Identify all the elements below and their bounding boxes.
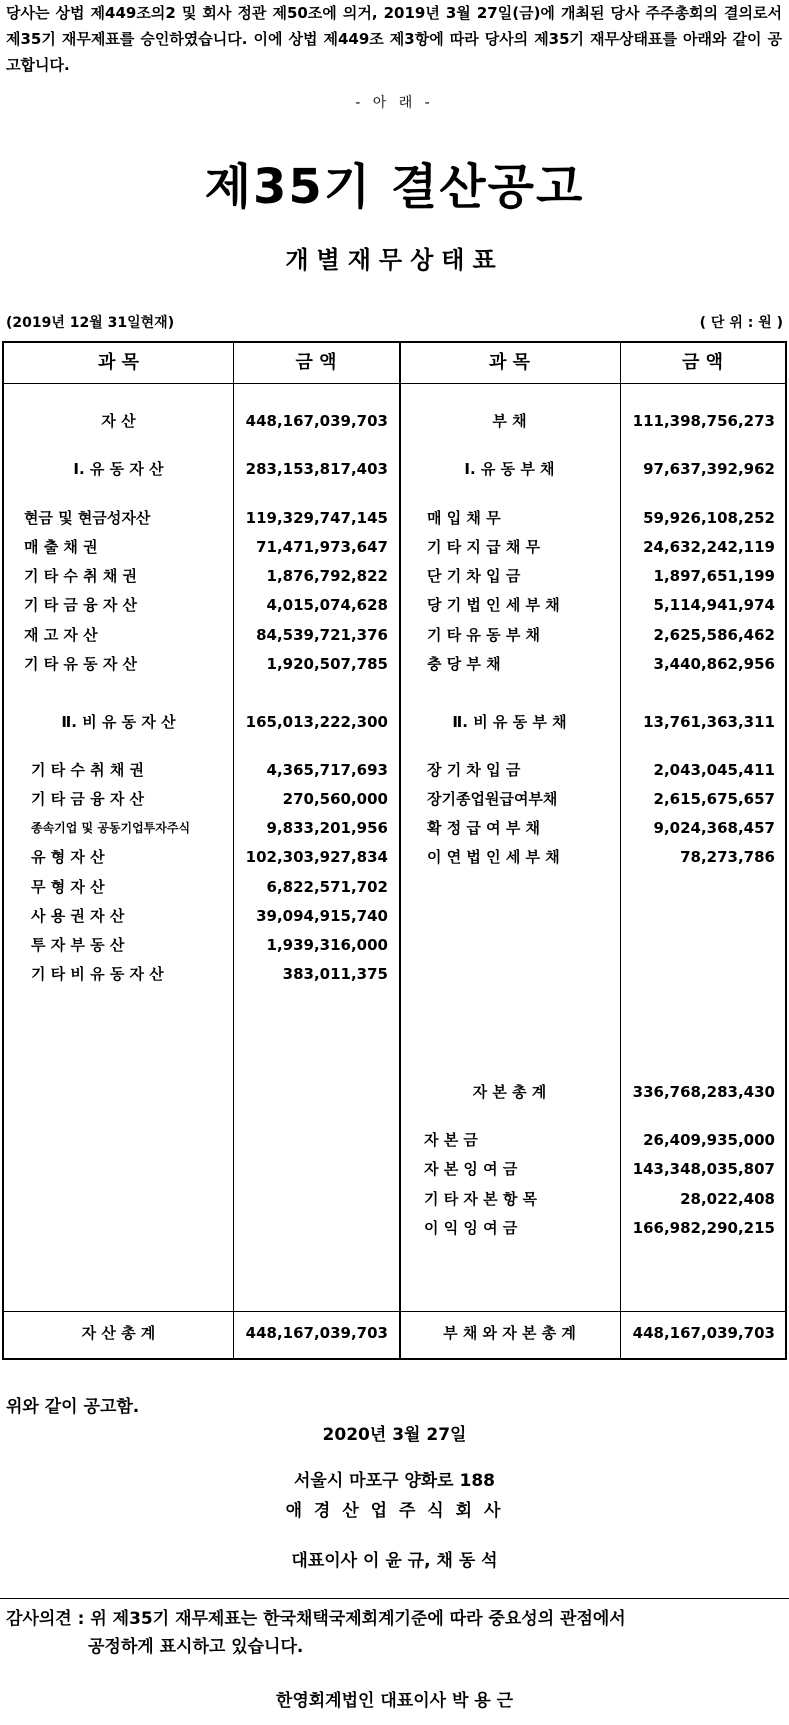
asset-item-value: 71,471,973,647 — [256, 538, 388, 556]
asset-item-value: 4,015,074,628 — [266, 596, 388, 614]
center-divider — [399, 343, 401, 1358]
total-rule — [4, 1311, 785, 1312]
asset-item-value: 102,303,927,834 — [245, 848, 388, 866]
ceo-names: 대표이사 이 윤 규, 채 동 석 — [291, 1551, 498, 1571]
liability-item-value: 59,926,108,252 — [643, 509, 775, 527]
liability-item-label: 기 타 유 동 부 채 — [427, 626, 541, 644]
liability-item-label: 확 정 급 여 부 채 — [427, 819, 541, 837]
statement-subtitle: 개별재무상태표 — [285, 246, 504, 274]
closing-statement: 위와 같이 공고함. — [6, 1397, 140, 1417]
asset-item-value: 119,329,747,145 — [245, 509, 388, 527]
liability-item-value: 2,625,586,462 — [653, 626, 775, 644]
asset-item-value: 84,539,721,376 — [256, 626, 388, 644]
header-amount-right: 금 액 — [681, 352, 724, 373]
liability-item-value: 5,114,941,974 — [653, 596, 775, 614]
equity-item-label: 자 본 잉 여 금 — [424, 1160, 518, 1178]
liability-item-label: 기 타 지 급 채 무 — [427, 538, 541, 556]
noncurrent-assets-label: Ⅱ. 비 유 동 자 산 — [61, 713, 176, 731]
equity-item-value: 166,982,290,215 — [632, 1219, 775, 1237]
equity-item-value: 28,022,408 — [680, 1190, 775, 1208]
assets-total-value: 448,167,039,703 — [245, 412, 388, 430]
asset-item-label: 무 형 자 산 — [31, 878, 105, 896]
asset-item-label: 투 자 부 동 산 — [31, 936, 125, 954]
asset-item-label: 기 타 수 취 채 권 — [24, 567, 138, 585]
equity-total-value: 336,768,283,430 — [632, 1083, 775, 1101]
liabilities-total-value: 111,398,756,273 — [632, 412, 775, 430]
as-of-date: (2019년 12월 31일현재) — [6, 315, 175, 331]
equity-item-value: 26,409,935,000 — [643, 1131, 775, 1149]
liability-item-label: 충 당 부 채 — [427, 655, 501, 673]
asset-item-label: 유 형 자 산 — [31, 848, 105, 866]
notice-date: 2020년 3월 27일 — [322, 1425, 467, 1445]
asset-item-value: 6,822,571,702 — [266, 878, 388, 896]
audit-opinion-line2: 공정하게 표시하고 있습니다. — [88, 1637, 304, 1657]
auditor-signature: 한영회계법인 대표이사 박 용 근 — [275, 1691, 514, 1711]
asset-item-value: 1,939,316,000 — [266, 936, 388, 954]
divider-note: - 아 래 - — [355, 95, 434, 111]
liabilities-total-label: 부 채 — [492, 412, 527, 430]
liability-item-value: 3,440,862,956 — [653, 655, 775, 673]
assets-grand-total-value: 448,167,039,703 — [245, 1324, 388, 1342]
equity-item-value: 143,348,035,807 — [632, 1160, 775, 1178]
asset-item-value: 1,876,792,822 — [266, 567, 388, 585]
current-liabilities-label: Ⅰ. 유 동 부 채 — [464, 460, 555, 478]
liability-item-label: 장기종업원급여부채 — [427, 790, 558, 808]
equity-total-label: 자 본 총 계 — [472, 1083, 547, 1101]
company-address: 서울시 마포구 양화로 188 — [293, 1471, 496, 1491]
header-rule — [4, 383, 785, 384]
liability-item-value: 1,897,651,199 — [653, 567, 775, 585]
header-amount-left: 금 액 — [295, 352, 337, 373]
assets-grand-total-label: 자 산 총 계 — [81, 1324, 156, 1342]
asset-item-label: 기 타 금 융 자 산 — [24, 596, 138, 614]
noncurrent-liabilities-label: Ⅱ. 비 유 동 부 채 — [452, 713, 567, 731]
asset-item-label: 기 타 수 취 채 권 — [31, 761, 145, 779]
noncurrent-assets-value: 165,013,222,300 — [245, 713, 388, 731]
asset-item-label: 기 타 비 유 동 자 산 — [31, 965, 164, 983]
audit-opinion-line1: 감사의견 : 위 제35기 재무제표는 한국채택국제회계기준에 따라 중요성의 관점에서 — [6, 1609, 626, 1629]
liability-item-value: 24,632,242,119 — [643, 538, 775, 556]
liability-item-label: 당 기 법 인 세 부 채 — [427, 596, 560, 614]
liability-item-value: 2,043,045,411 — [653, 761, 775, 779]
company-name: 애 경 산 업 주 식 회 사 — [285, 1501, 504, 1521]
asset-item-label: 재 고 자 산 — [24, 626, 98, 644]
asset-item-value: 4,365,717,693 — [266, 761, 388, 779]
asset-item-label: 사 용 권 자 산 — [31, 907, 125, 925]
asset-item-label: 기 타 금 융 자 산 — [31, 790, 145, 808]
balance-sheet-table — [2, 341, 787, 1360]
equity-item-label: 기 타 자 본 항 목 — [424, 1190, 538, 1208]
liability-item-label: 단 기 차 입 금 — [427, 567, 521, 585]
liabilities-equity-grand-total-value: 448,167,039,703 — [632, 1324, 775, 1342]
liability-item-label: 매 입 채 무 — [427, 509, 501, 527]
header-item-left: 과 목 — [97, 352, 140, 373]
unit-label: ( 단 위 : 원 ) — [699, 315, 783, 331]
assets-total-label: 자 산 — [101, 412, 136, 430]
noncurrent-liabilities-value: 13,761,363,311 — [643, 713, 775, 731]
asset-item-value: 270,560,000 — [282, 790, 388, 808]
liabilities-equity-grand-total-label: 부 채 와 자 본 총 계 — [443, 1324, 576, 1342]
current-liabilities-value: 97,637,392,962 — [643, 460, 775, 478]
liability-item-label: 장 기 차 입 금 — [427, 761, 521, 779]
footer-rule — [0, 1598, 789, 1599]
header-item-right: 과 목 — [488, 352, 531, 373]
asset-item-value: 1,920,507,785 — [266, 655, 388, 673]
liability-item-value: 78,273,786 — [680, 848, 775, 866]
current-assets-label: Ⅰ. 유 동 자 산 — [73, 460, 164, 478]
liability-item-value: 9,024,368,457 — [653, 819, 775, 837]
asset-item-label: 현금 및 현금성자산 — [24, 509, 151, 527]
current-assets-value: 283,153,817,403 — [245, 460, 388, 478]
asset-item-label: 기 타 유 동 자 산 — [24, 655, 138, 673]
asset-item-value: 39,094,915,740 — [256, 907, 388, 925]
liability-item-label: 이 연 법 인 세 부 채 — [427, 848, 560, 866]
equity-item-label: 자 본 금 — [424, 1131, 478, 1149]
asset-item-value: 9,833,201,956 — [266, 819, 388, 837]
page-title: 제35기 결산공고 — [204, 159, 585, 215]
equity-item-label: 이 익 잉 여 금 — [424, 1219, 518, 1237]
asset-item-label: 매 출 채 권 — [24, 538, 98, 556]
liability-item-value: 2,615,675,657 — [653, 790, 775, 808]
asset-item-value: 383,011,375 — [282, 965, 388, 983]
asset-item-label: 종속기업 및 공동기업투자주식 — [31, 821, 191, 835]
intro-paragraph: 당사는 상법 제449조의2 및 회사 정관 제50조에 의거, 2019년 3월 27일(금)에 개최된 당사 주주총회의 결의로서 제35기 재무제표를 승인하였습니다. 이에 상법 제449조 제3항에 따라 당사의 제35기 재무상태표를 아래와 같이 공고합니다. — [6, 4, 782, 74]
